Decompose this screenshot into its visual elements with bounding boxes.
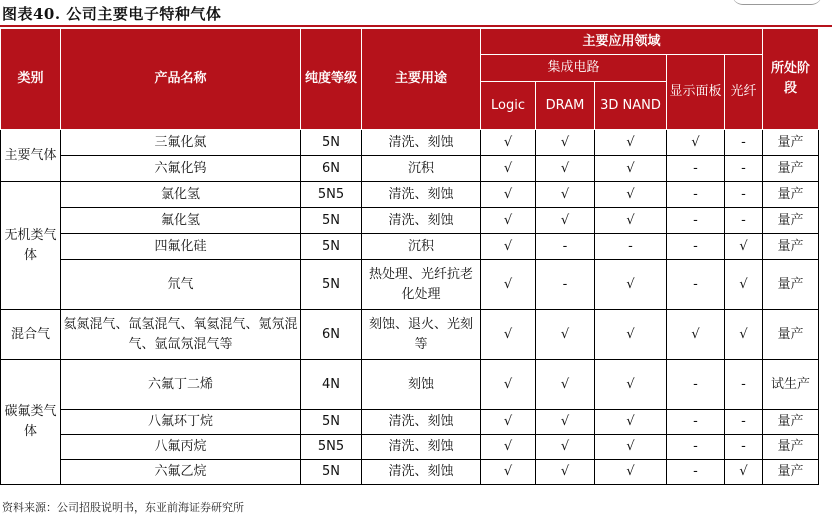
cell-display: - [667,260,725,310]
cell-dram: √ [536,460,595,485]
header-app-field: 主要应用领域 [481,29,763,55]
cell-dram: - [536,260,595,310]
cell-logic: √ [481,182,536,208]
header-logic: Logic [481,82,536,130]
cell-stage: 量产 [763,260,819,310]
header-fiber: 光纤 [725,55,763,130]
cell-purity: 5N [301,234,362,260]
cell-nand: √ [595,208,667,234]
table-row [1,310,819,360]
cell-fiber: - [725,182,763,208]
cell-usage: 沉积 [362,234,481,260]
cell-usage: 清洗、刻蚀 [362,182,481,208]
group-mixed: 混合气 [1,310,61,360]
header-category: 类别 [1,29,61,130]
cell-nand: √ [595,130,667,156]
cell-product: 八氟环丁烷 [61,410,301,435]
cell-product: 四氟化硅 [61,234,301,260]
cell-display: - [667,234,725,260]
cell-logic: √ [481,360,536,410]
cell-fiber: √ [725,260,763,310]
cell-dram: √ [536,435,595,460]
source-note: 资料来源：公司招股说明书，东亚前海证券研究所 [2,501,244,514]
cell-fiber: √ [725,310,763,360]
cell-logic: √ [481,208,536,234]
cell-purity: 5N5 [301,182,362,208]
cell-nand: √ [595,435,667,460]
cell-usage: 刻蚀、退火、光刻等 [362,310,481,360]
cell-dram: √ [536,410,595,435]
cell-purity: 5N [301,260,362,310]
table-row [1,182,819,208]
cell-purity: 4N [301,360,362,410]
cell-nand: √ [595,182,667,208]
cell-logic: √ [481,234,536,260]
cell-logic: √ [481,156,536,182]
cell-product: 氦氮混气、氙氢混气、氧氦混气、氪氖混气、氩氙氖混气等 [61,310,301,360]
table-row [1,460,819,485]
cell-display: √ [667,310,725,360]
cell-nand: - [595,234,667,260]
title-rule [0,25,832,27]
cell-usage: 沉积 [362,156,481,182]
header-nand: 3D NAND [595,82,667,130]
cell-purity: 5N [301,208,362,234]
cell-stage: 量产 [763,130,819,156]
cell-display: - [667,182,725,208]
cell-stage: 量产 [763,234,819,260]
header-stage: 所处阶段 [763,29,819,130]
cell-logic: √ [481,310,536,360]
cell-stage: 量产 [763,460,819,485]
cell-stage: 量产 [763,310,819,360]
cell-fiber: - [725,156,763,182]
cell-fiber: - [725,130,763,156]
table-row [1,156,819,182]
cell-usage: 清洗、刻蚀 [362,460,481,485]
cell-product: 六氟乙烷 [61,460,301,485]
cell-stage: 量产 [763,410,819,435]
cell-display: - [667,460,725,485]
cell-product: 三氟化氮 [61,130,301,156]
table-row [1,435,819,460]
cell-dram: √ [536,360,595,410]
cell-stage: 试生产 [763,360,819,410]
cell-purity: 5N [301,410,362,435]
cell-purity: 6N [301,156,362,182]
cell-product: 八氟丙烷 [61,435,301,460]
cell-dram: √ [536,310,595,360]
cell-stage: 量产 [763,435,819,460]
cell-purity: 5N [301,130,362,156]
cell-usage: 清洗、刻蚀 [362,208,481,234]
header-usage: 主要用途 [362,29,481,130]
cell-fiber: √ [725,234,763,260]
cell-display: - [667,360,725,410]
cell-nand: √ [595,460,667,485]
cell-usage: 清洗、刻蚀 [362,130,481,156]
group-main: 主要气体 [1,130,61,182]
cell-product: 氯化氢 [61,182,301,208]
cell-display: - [667,435,725,460]
cell-stage: 量产 [763,156,819,182]
cell-fiber: - [725,410,763,435]
group-fluorocarbon: 碳氟类气体 [1,360,61,485]
cell-usage: 热处理、光纤抗老化处理 [362,260,481,310]
cell-usage: 刻蚀 [362,360,481,410]
cell-dram: √ [536,182,595,208]
cell-product: 六氟丁二烯 [61,360,301,410]
header-purity: 纯度等级 [301,29,362,130]
cell-display: - [667,156,725,182]
cell-purity: 5N [301,460,362,485]
cell-dram: √ [536,208,595,234]
cell-usage: 清洗、刻蚀 [362,410,481,435]
cell-product: 氘气 [61,260,301,310]
header-ic: 集成电路 [481,55,667,82]
cell-logic: √ [481,435,536,460]
table-row [1,410,819,435]
cell-purity: 5N5 [301,435,362,460]
cell-logic: √ [481,130,536,156]
cell-fiber: - [725,435,763,460]
cell-logic: √ [481,410,536,435]
cell-dram: - [536,234,595,260]
corner-decoration [732,0,822,5]
cell-nand: √ [595,260,667,310]
cell-stage: 量产 [763,208,819,234]
cell-stage: 量产 [763,182,819,208]
cell-purity: 6N [301,310,362,360]
cell-dram: √ [536,156,595,182]
table-row [1,260,819,310]
cell-product: 氟化氢 [61,208,301,234]
cell-logic: √ [481,460,536,485]
cell-nand: √ [595,310,667,360]
cell-usage: 清洗、刻蚀 [362,435,481,460]
header-dram: DRAM [536,82,595,130]
cell-product: 六氟化钨 [61,156,301,182]
cell-fiber: - [725,208,763,234]
header-product: 产品名称 [61,29,301,130]
header-display: 显示面板 [667,55,725,130]
table-row [1,360,819,410]
cell-nand: √ [595,156,667,182]
cell-display: - [667,208,725,234]
cell-dram: √ [536,130,595,156]
group-inorganic: 无机类气体 [1,182,61,310]
table-row [1,234,819,260]
cell-nand: √ [595,410,667,435]
cell-fiber: - [725,360,763,410]
table-row [1,130,819,156]
cell-fiber: √ [725,460,763,485]
cell-display: √ [667,130,725,156]
table-row [1,208,819,234]
cell-display: - [667,410,725,435]
figure-title: 图表40. 公司主要电子特种气体 [2,5,222,23]
cell-nand: √ [595,360,667,410]
cell-logic: √ [481,260,536,310]
gas-table [0,28,819,485]
